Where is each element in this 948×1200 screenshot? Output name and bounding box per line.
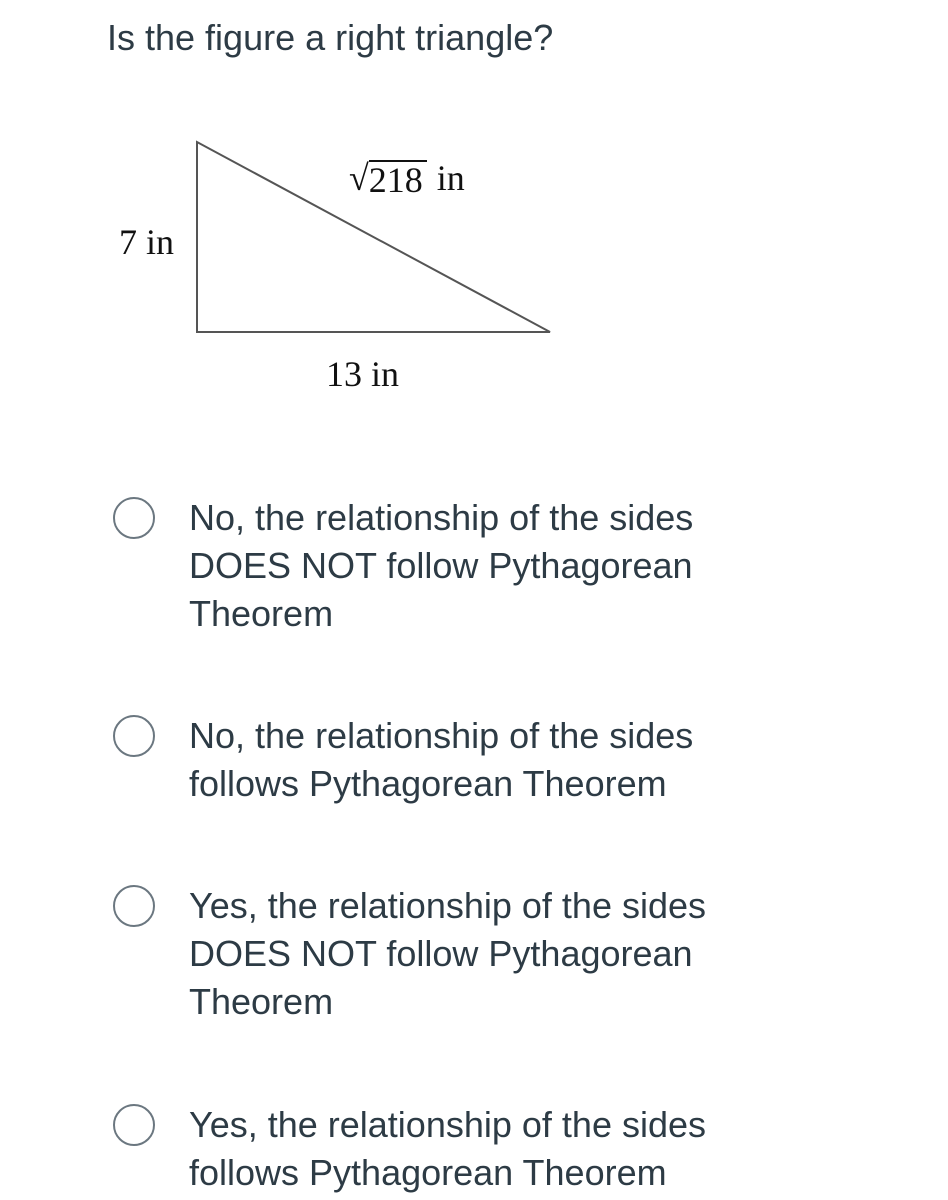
triangle-figure [100, 120, 580, 410]
option-label [189, 494, 889, 638]
option-line: No, the relationship of the sides [189, 497, 694, 538]
option-line: No, the relationship of the sides [189, 715, 694, 756]
option-line: Theorem [189, 981, 334, 1022]
option-line: DOES NOT follow Pythagorean [189, 933, 693, 974]
option-line: Yes, the relationship of the sides [189, 885, 707, 926]
hypotenuse-label [349, 158, 465, 198]
option-label [189, 882, 889, 1026]
option-label [189, 712, 889, 808]
radical-sign: √ [349, 158, 369, 198]
radio-button[interactable] [113, 1104, 155, 1146]
radicand: 218 [369, 160, 427, 198]
left-side-label: 7 in [119, 222, 175, 262]
bottom-side-label: 13 in [326, 354, 400, 394]
square-root-expression [349, 158, 427, 198]
option-line: Theorem [189, 593, 334, 634]
option-label [189, 1101, 889, 1197]
hypotenuse-unit: in [436, 158, 465, 198]
radio-button[interactable] [113, 715, 155, 757]
question-text: Is the figure a right triangle? [107, 17, 554, 58]
option-line: Yes, the relationship of the sides [189, 1104, 707, 1145]
option-line: follows Pythagorean Theorem [189, 1152, 667, 1193]
radio-button[interactable] [113, 885, 155, 927]
option-line: follows Pythagorean Theorem [189, 763, 667, 804]
radio-button[interactable] [113, 497, 155, 539]
option-line: DOES NOT follow Pythagorean [189, 545, 693, 586]
